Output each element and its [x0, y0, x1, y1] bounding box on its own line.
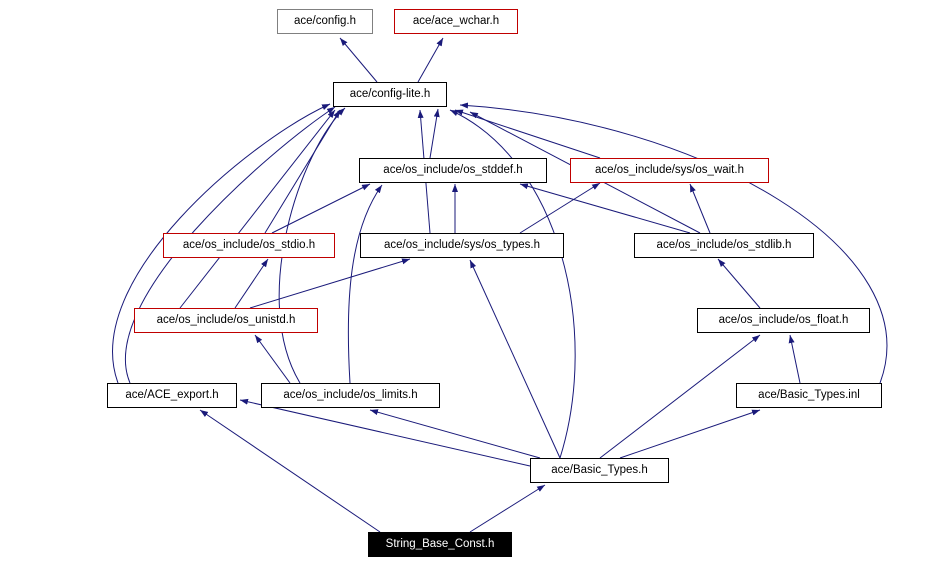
node-label: ace/ace_wchar.h: [412, 14, 500, 27]
graph-node-ace-wchar-h[interactable]: [394, 9, 518, 34]
graph-node-os-limits-h[interactable]: [261, 383, 440, 408]
graph-node-os-types-h[interactable]: [360, 233, 564, 258]
node-label: ace/os_include/os_stdio.h: [182, 238, 316, 251]
graph-node-os-unistd-h[interactable]: [134, 308, 318, 333]
node-label: ace/os_include/sys/os_types.h: [384, 238, 540, 251]
node-label: ace/config-lite.h: [349, 87, 431, 100]
graph-node-ace-export-h[interactable]: [107, 383, 237, 408]
node-label: ace/Basic_Types.h: [551, 463, 648, 476]
node-label: ace/os_include/os_unistd.h: [156, 313, 296, 326]
graph-node-os-stdlib-h[interactable]: [634, 233, 814, 258]
node-label: ace/Basic_Types.inl: [758, 388, 860, 401]
graph-node-os-stddef-h[interactable]: [359, 158, 547, 183]
node-label: ace/os_include/os_stddef.h: [383, 163, 523, 176]
node-label: ace/os_include/os_stdlib.h: [656, 238, 792, 251]
graph-node-os-wait-h[interactable]: [570, 158, 769, 183]
graph-node-basic-types-h[interactable]: [530, 458, 669, 483]
node-label: ace/ACE_export.h: [125, 388, 219, 401]
graph-node-os-stdio-h[interactable]: [163, 233, 335, 258]
graph-node-basic-types-inl[interactable]: [736, 383, 882, 408]
node-label: ace/os_include/sys/os_wait.h: [595, 163, 744, 176]
node-label: ace/os_include/os_float.h: [718, 313, 849, 326]
node-label: ace/config.h: [293, 14, 356, 27]
graph-node-config-h[interactable]: [277, 9, 373, 34]
graph-node-string-base-const-h[interactable]: [368, 532, 512, 557]
graph-node-config-lite-h[interactable]: [333, 82, 447, 107]
graph-node-os-float-h[interactable]: [697, 308, 870, 333]
node-label: ace/os_include/os_limits.h: [283, 388, 418, 401]
node-label: String_Base_Const.h: [385, 537, 495, 550]
